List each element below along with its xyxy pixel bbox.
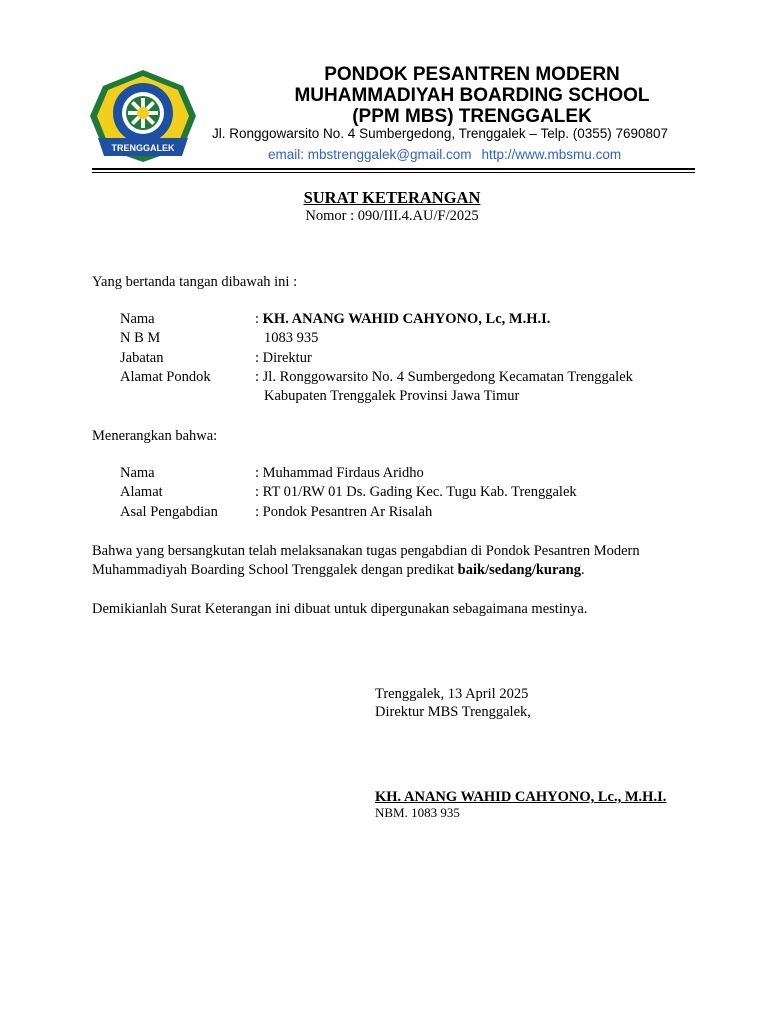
website-link[interactable]: http://www.mbsmu.com	[481, 147, 622, 162]
document-number: Nomor : 090/III.4.AU/F/2025	[305, 208, 479, 224]
signer-address-label: Alamat Pondok	[120, 369, 211, 385]
letterhead-address: Jl. Ronggowarsito No. 4 Sumbergedong, Trenggalek – Telp. (0355) 7690807	[212, 126, 669, 141]
signer-position-label: Jabatan	[120, 350, 164, 366]
school-logo	[88, 68, 198, 164]
signature-name: KH. ANANG WAHID CAHYONO, Lc., M.H.I.	[375, 789, 667, 805]
subject-name-label: Nama	[120, 465, 155, 481]
subject-origin-label: Asal Pengabdian	[120, 504, 218, 520]
subject-origin-value: : Pondok Pesantren Ar Risalah	[255, 504, 433, 520]
signer-name-label: Nama	[120, 311, 155, 327]
subject-address-label: Alamat	[120, 484, 163, 500]
document-title: SURAT KETERANGAN	[303, 188, 481, 207]
signer-nbm-value: 1083 935	[264, 330, 319, 346]
letterhead-line-1: PONDOK PESANTREN MODERN	[324, 64, 620, 85]
signer-position-value: : Direktur	[255, 350, 312, 366]
header-divider-thick	[92, 168, 695, 170]
email-link[interactable]: email: mbstrenggalek@gmail.com	[268, 147, 472, 162]
signature-role: Direktur MBS Trenggalek,	[375, 704, 531, 720]
signer-name-value: : KH. ANANG WAHID CAHYONO, Lc, M.H.I.	[255, 311, 551, 327]
body-predicate: baik/sedang/kurang	[457, 562, 581, 578]
header-divider-thin	[92, 172, 695, 173]
signature-nbm: NBM. 1083 935	[375, 805, 460, 820]
signer-address-value-2: Kabupaten Trenggalek Provinsi Jawa Timur	[264, 388, 520, 404]
subject-name-value: : Muhammad Firdaus Aridho	[255, 465, 424, 481]
letterhead-contact	[268, 147, 621, 162]
subject-address-value: : RT 01/RW 01 Ds. Gading Kec. Tugu Kab. Trenggalek	[255, 484, 577, 500]
body-line-1: Bahwa yang bersangkutan telah melaksanakan tugas pengabdian di Pondok Pesantren Modern	[92, 543, 640, 559]
signature-place-date: Trenggalek, 13 April 2025	[375, 686, 529, 702]
letterhead-line-2: MUHAMMADIYAH BOARDING SCHOOL	[294, 85, 650, 106]
signer-nbm-label: N B M	[120, 330, 161, 346]
closing-text: Demikianlah Surat Keterangan ini dibuat untuk dipergunakan sebagaimana mestinya.	[92, 601, 588, 617]
logo-banner-text: TRENGGALEK	[111, 143, 175, 153]
letterhead-line-3: (PPM MBS) TRENGGALEK	[352, 106, 592, 127]
body-line-2: Muhammadiyah Boarding School Trenggalek dengan predikat baik/sedang/kurang.	[92, 562, 585, 578]
states-text: Menerangkan bahwa:	[92, 428, 218, 444]
signer-address-value-1: : Jl. Ronggowarsito No. 4 Sumbergedong Kecamatan Trenggalek	[255, 369, 633, 385]
opening-text: Yang bertanda tangan dibawah ini :	[92, 274, 298, 290]
